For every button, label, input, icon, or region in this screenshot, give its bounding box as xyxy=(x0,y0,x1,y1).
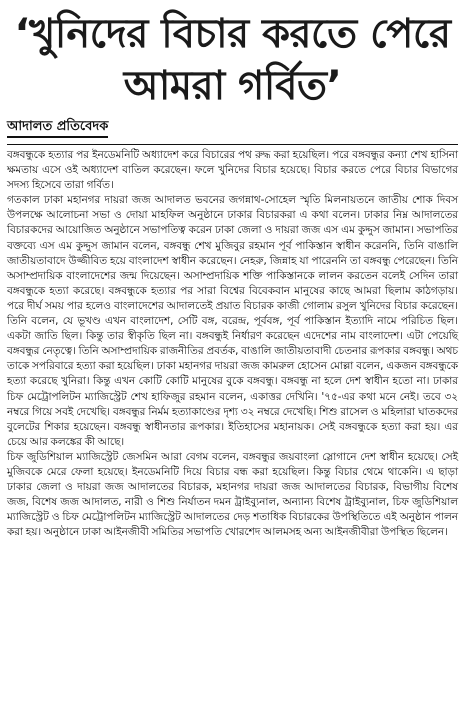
article-body xyxy=(7,144,458,540)
paragraph: চিফ জুডিশিয়াল ম্যাজিস্ট্রেট জেসমিন আরা বেগম বলেন, বঙ্গবন্ধুর জয়বাংলা স্লোগানে দেশ স্বাধীন হয়েছে। সেই মুজিবকে মেরে ফেলা হয়েছে। ইনডেমনিটি দিয়ে বিচার বন্ধ করা হয়েছিল। কিন্তু বিচার থেমে থাকেনি। এ ছাড়া ঢাকার জেলা ও দায়রা জজ আদালতের বিচারক, মহানগর দায়রা জজ আদালতের বিচারক, বিভাগীয় বিশেষ জজ, বিশেষ জজ আদালত, নারী ও শিশু নির্যাতন দমন ট্রাইব্যুনাল, অন্যান্য বিশেষ ট্রাইব্যুনাল, চিফ জুডিশিয়াল ম্যাজিস্ট্রেট ও চিফ মেট্রোপলিটন ম্যাজিস্ট্রেট আদালতের দেড় শতাধিক বিচারকের উপস্থিতিতে এই অনুষ্ঠান পালন করা হয়। অনুষ্ঠানে ঢাকা আইনজীবী সমিতির সভাপতি খোরশেদ আলমসহ অন্য আইনজীবীরা উপস্থিত ছিলেন। xyxy=(7,450,458,539)
headline xyxy=(7,8,458,112)
byline-row xyxy=(7,116,458,140)
headline-line-1: ‘খুনিদের বিচার করতে পেরে xyxy=(14,11,451,57)
headline-line-2: আমরা গর্বিত’ xyxy=(123,63,342,109)
byline: আদালত প্রতিবেদক xyxy=(7,119,108,138)
paragraph: গতকাল ঢাকা মহানগর দায়রা জজ আদালত ভবনের জগন্নাথ-সোহেল স্মৃতি মিলনায়তনে জাতীয় শোক দিবস উপলক্ষে আলোচনা সভা ও দোয়া মাহফিল অনুষ্ঠানে ঢাকার বিচারকরা এ কথা বলেন। ঢাকার নিম্ন আদালতের বিচারকদের আয়োজিত অনুষ্ঠানে সভাপতিত্ব করেন ঢাকা জেলা ও দায়রা জজ এস এম কুদ্দুস জামান। সভাপতির বক্তব্যে এস এম কুদ্দুস জামান বলেন, বঙ্গবন্ধু শেখ মুজিবুর রহমান পূর্ব পাকিস্তান স্বাধীন করেননি, তিনি বাঙালি জাতীয়তাবাদে উজ্জীবিত হয়ে বাংলাদেশ স্বাধীন করেছেন। নেহরু, জিন্নাহ যা পারেননি তা বঙ্গবন্ধু পেরেছেন। তিনি অসাম্প্রদায়িক বাংলাদেশের জন্ম দিয়েছেন। অসাম্প্রদায়িক শক্তি পাকিস্তানকে লালন করতেন বলেই সেদিন তারা বঙ্গবন্ধুকে হত্যা করেছে। বঙ্গবন্ধুকে হত্যার পর সারা বিশ্বের বিবেকবান মানুষের কাছে আমরা ছিলাম কাঠগড়ায়। পরে দীর্ঘ সময় পার হলেও বাংলাদেশের আদালতেই প্রয়াত বিচারক কাজী গোলাম রসুল খুনিদের বিচার করেছেন। তিনি বলেন, যে ভূখণ্ড এখন বাংলাদেশ, সেটি বঙ্গ, বরেন্দ্র, পূর্ববঙ্গ, পূর্ব পাকিস্তান ইত্যাদি নামে পরিচিত ছিল। একটা জাতি ছিল। কিন্তু তার স্বীকৃতি ছিল না। বঙ্গবন্ধুই নির্ধারণ করেছেন এদেশের নাম বাংলাদেশ। এটা পেয়েছি বঙ্গবন্ধুর নেতৃত্বে। তিনি অসাম্প্রদায়িক রাজনীতির প্রবর্তক, বাঙালি জাতীয়তাবাদী চেতনার রূপকার বঙ্গবন্ধু। অথচ তাকে সপরিবারে হত্যা করা হয়েছিল। ঢাকা মহানগর দায়রা জজ কামরুল হোসেন মোল্লা বলেন, একজন বঙ্গবন্ধুকে হত্যা করেছে খুনিরা। কিন্তু এখন কোটি কোটি মানুষের বুকে বঙ্গবন্ধু। বঙ্গবন্ধু না হলে দেশ স্বাধীন হতো না। ঢাকার চিফ মেট্রোপলিটন ম্যাজিস্ট্রেট শেখ হাফিজুর রহমান বলেন, একাত্তর দেখিনি। '৭৫-এর কথা মনে নেই। তবে ৩২ নম্বরে গিয়ে সবই দেখেছি। বঙ্গবন্ধুর নির্মম হত্যাকাণ্ডের দৃশ্য ৩২ নম্বরে দেখেছি। শিশু রাসেল ও মহিলারা ঘাতকদের বুলেটের শিকার হয়েছেন। বঙ্গবন্ধু স্বাধীনতার রূপকার। ইতিহাসের মহানায়ক। সেই বঙ্গবন্ধুকে হত্যা করা হয়। এর চেয়ে আর কলঙ্কের কী আছে। xyxy=(7,194,458,448)
paragraph: বঙ্গবন্ধুকে হত্যার পর ইনডেমনিটি অধ্যাদেশ করে বিচারের পথ রুদ্ধ করা হয়েছিল। পরে বঙ্গবন্ধুর কন্যা শেখ হাসিনা ক্ষমতায় এসে ওই অধ্যাদেশ বাতিল করেছেন। ফলে খুনিদের বিচার হয়েছে। বিচার করতে পেরে বিচার বিভাগের সদস্য হিসেবে তারা গর্বিত। xyxy=(7,149,458,192)
